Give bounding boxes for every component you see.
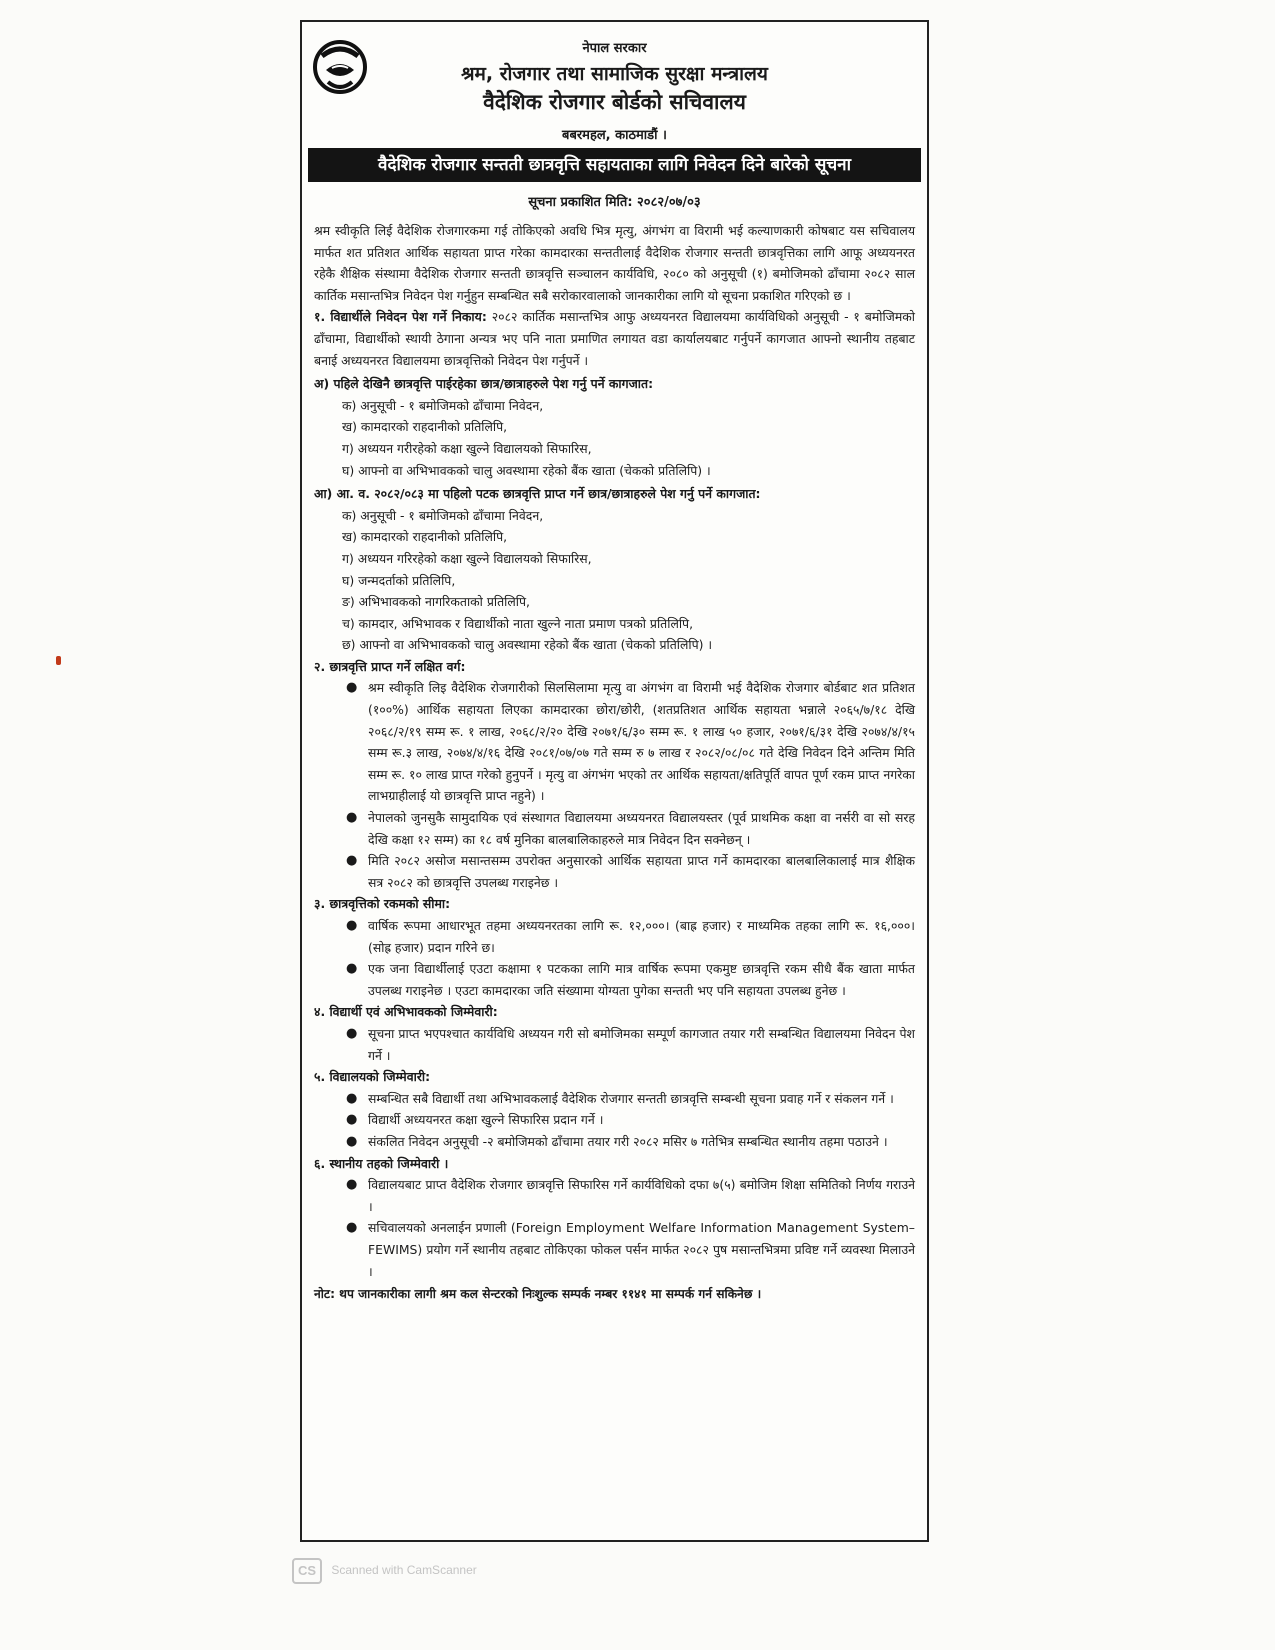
bullet-item: ● श्रम स्वीकृति लिइ वैदेशिक रोजगारीको सिलसिलामा मृत्यु वा अंगभंग वा विरामी भई वैदेशिक रोजगार बोर्डबाट शत प्रतिशत (१००%) आर्थिक सहायता लिएका कामदारका छोरा/छोरी, (शतप्रतिशत आर्थिक सहायता भन्नाले २०६५/७/१८ देखि २०६८/२/१९ सम्म रू. १ लाख, २०६८/२/२० देखि २०७१/६/३० सम्म रू. १ लाख ५० हजार, २०७१/६/३१ देखि २०७४/४/१५ सम्म रू.३ लाख, २०७४/४/१६ देखि २०८१/०७/०७ गते सम्म रु ७ लाख र २०८२/०८/०८ गते देखि निवेदन दिने अन्तिम मिति सम्म रू. १० लाख प्राप्त गरेको हुनुपर्ने । मृत्यु वा अंगभंग भएको तर आर्थिक सहायता/क्षतिपूर्ति वापत पूर्ण रकम प्राप्त नगरेका लाभग्राहीलाई यो छात्रवृत्ति प्राप्त नहुने) । xyxy=(368,677,915,807)
section-1-heading: १. विद्यार्थीले निवेदन पेश गर्ने निकाय: xyxy=(314,309,487,325)
scan-mark xyxy=(56,656,61,665)
bullet-item: ● वार्षिक रूपमा आधारभूत तहमा अध्ययनरतका लागि रू. १२,०००। (बाह्र हजार) र माध्यमिक तहका लागि रू. १६,०००। (सोह्र हजार) प्रदान गरिने छ। xyxy=(368,915,915,958)
section-3-heading: ३. छात्रवृत्तिको रकमको सीमा: xyxy=(314,896,451,912)
intro-paragraph: श्रम स्वीकृति लिई वैदेशिक रोजगारकमा गई तोकिएको अवधि भित्र मृत्यु, अंगभंग वा विरामी भई कल्याणकारी कोषबाट यस सचिवालय मार्फत शत प्रतिशत आर्थिक सहायता प्राप्त गरेका कामदारका सन्ततीलाई वैदेशिक रोजगार सन्तती छात्रवृत्तिका लागि आफू अध्ययनरत रहेकै शैक्षिक संस्थामा वैदेशिक रोजगार सन्तती छात्रवृत्ति सञ्चालन कार्यविधि, २०८० को अनुसूची (१) बमोजिमको ढाँचामा २०८२ साल कार्तिक मसान्तभित्र निवेदन पेश गर्नुहुन सम्बन्धित सबै सरोकारवालाको जानकारीका लागि यो सूचना प्रकाशित गरिएको छ । xyxy=(314,223,915,303)
section-4-heading: ४. विद्यार्थी एवं अभिभावकको जिम्मेवारी: xyxy=(314,1004,498,1020)
section-5-heading: ५. विद्यालयको जिम्मेवारी: xyxy=(314,1069,431,1085)
bullet-item: ● विद्यार्थी अध्ययनरत कक्षा खुल्ने सिफारिस प्रदान गर्ने । xyxy=(368,1109,915,1131)
section-3-list xyxy=(314,915,915,1001)
section-1 xyxy=(314,306,915,371)
section-2-heading: २. छात्रवृत्ति प्राप्त गर्ने लक्षित वर्ग: xyxy=(314,658,466,674)
bullet-item: ● संकलित निवेदन अनुसूची -२ बमोजिमको ढाँचामा तयार गरी २०८२ मसिर ७ गतेभित्र सम्बन्धित स्थानीय तहमा पठाउने । xyxy=(368,1131,915,1153)
office-address: बबरमहल, काठमाडौं । xyxy=(562,128,667,143)
ministry-name: श्रम, रोजगार तथा सामाजिक सुरक्षा मन्त्रालय xyxy=(461,63,768,85)
notice-document xyxy=(300,20,929,1542)
section-1-sub-a xyxy=(314,373,915,481)
footer-note: नोट: थप जानकारीका लागी श्रम कल सेन्टरको निःशुल्क सम्पर्क नम्बर ११४१ मा सम्पर्क गर्न सकिनेछ । xyxy=(314,1287,762,1302)
list-item: घ) जन्मदर्ताको प्रतिलिपि, xyxy=(342,572,456,588)
list-item: ङ) अभिभावकको नागरिकताको प्रतिलिपि, xyxy=(342,594,530,610)
bullet-item: ● सूचना प्राप्त भएपश्चात कार्यविधि अध्ययन गरी सो बमोजिमका सम्पूर्ण कागजात तयार गरी सम्बन्धित विद्यालयमा निवेदन पेश गर्ने । xyxy=(368,1023,915,1066)
list-item: ख) कामदारको राहदानीको प्रतिलिपि, xyxy=(342,529,508,545)
list-item: ख) कामदारको राहदानीको प्रतिलिपि, xyxy=(342,419,508,435)
office-name: वैदेशिक रोजगार बोर्डको सचिवालय xyxy=(483,90,746,114)
published-date: सूचना प्रकाशित मिति: २०८२/०७/०३ xyxy=(528,195,701,210)
section-6-list xyxy=(314,1174,915,1282)
list-item: च) कामदार, अभिभावक र विद्यार्थीको नाता खुल्ने नाता प्रमाण पत्रको प्रतिलिपि, xyxy=(342,615,694,631)
section-2-list xyxy=(314,677,915,893)
section-5-list xyxy=(314,1088,915,1153)
list-item: क) अनुसूची - १ बमोजिमको ढाँचामा निवेदन, xyxy=(342,507,544,523)
list-item: क) अनुसूची - १ बमोजिमको ढाँचामा निवेदन, xyxy=(342,397,544,413)
camscanner-logo-icon: CS xyxy=(292,1558,322,1584)
bullet-item: ● सचिवालयको अनलाईन प्रणाली (Foreign Employment Welfare Information Management System–FEWIMS) प्रयोग गर्ने स्थानीय तहबाट तोकिएका फोकल पर्सन मार्फत २०८२ पुष मसान्तभित्रमा प्रविष्ट गर्ने व्यवस्था मिलाउने । xyxy=(368,1217,915,1282)
section-4-list xyxy=(314,1023,915,1066)
government-name: नेपाल सरकार xyxy=(582,41,647,56)
bullet-item: ● विद्यालयबाट प्राप्त वैदेशिक रोजगार छात्रवृत्ति सिफारिस गर्ने कार्यविधिको दफा ७(५) बमोजिम शिक्षा समितिको निर्णय गराउने । xyxy=(368,1174,915,1217)
watermark-text: Scanned with CamScanner xyxy=(331,1563,477,1578)
sub-a-title: अ) पहिले देखिनै छात्रवृत्ति पाईरहेका छात्र/छात्राहरुले पेश गर्नु पर्ने कागजात: xyxy=(314,376,654,392)
list-item: ग) अध्ययन गरिरहेको कक्षा खुल्ने विद्यालयको सिफारिस, xyxy=(342,550,592,566)
notice-title: वैदेशिक रोजगार सन्तती छात्रवृत्ति सहायताका लागि निवेदन दिने बारेको सूचना xyxy=(308,148,921,182)
notice-body xyxy=(314,220,915,1306)
bullet-item: ● एक जना विद्यार्थीलाई एउटा कक्षामा १ पटकका लागि मात्र वार्षिक रूपमा एकमुष्ट छात्रवृत्ति रकम सीधै बैंक खाता मार्फत उपलब्ध गराइनेछ । एउटा कामदारका जति संख्यामा योग्यता पुगेका सन्तती भए पनि सहायता उपलब्ध हुनेछ । xyxy=(368,958,915,1001)
section-1-text: २०८२ कार्तिक मसान्तभित्र आफु अध्ययनरत विद्यालयमा कार्यविधिको अनुसूची - १ बमोजिमको ढाँचामा, विद्यार्थीको स्थायी ठेगाना अन्यत्र भए पनि नाता प्रमाणित लगायत वडा कार्यालयबाट गर्नुपर्ने कागजात आफ्नो स्थानीय तहबाट बनाई अध्ययनरत विद्यालयमा छात्रवृत्तिको निवेदन पेश गर्नुपर्ने । xyxy=(314,309,915,368)
section-6-heading: ६. स्थानीय तहको जिम्मेवारी । xyxy=(314,1155,449,1171)
list-item: घ) आफ्नो वा अभिभावकको चालु अवस्थामा रहेको बैंक खाता (चेकको प्रतिलिपि) । xyxy=(342,462,711,478)
bullet-item: ● नेपालको जुनसुकै सामुदायिक एवं संस्थागत विद्यालयमा अध्ययनरत विद्यालयस्तर (पूर्व प्राथमिक कक्षा वा नर्सरी वा सो सरह देखि कक्षा १२ सम्म) का १८ वर्ष मुनिका बालबालिकाहरुले मात्र निवेदन दिन सक्नेछन् । xyxy=(368,807,915,850)
list-item: छ) आफ्नो वा अभिभावकको चालु अवस्थामा रहेको बैंक खाता (चेकको प्रतिलिपि) । xyxy=(342,637,713,653)
sub-b-title: आ) आ. व. २०८२/०८३ मा पहिलो पटक छात्रवृत्ति प्राप्त गर्ने छात्र/छात्राहरुले पेश गर्नु पर्ने कागजात: xyxy=(314,486,761,502)
section-1-sub-b xyxy=(314,483,915,656)
bullet-item: ● सम्बन्धित सबै विद्यार्थी तथा अभिभावकलाई वैदेशिक रोजगार सन्तती छात्रवृत्ति सम्बन्धी सूचना प्रवाह गर्ने र संकलन गर्ने । xyxy=(368,1088,915,1110)
list-item: ग) अध्ययन गरीरहेको कक्षा खुल्ने विद्यालयको सिफारिस, xyxy=(342,440,592,456)
bullet-item: ● मिति २०८२ असोज मसान्तसम्म उपरोक्त अनुसारको आर्थिक सहायता प्राप्त गर्ने कामदारका बालबालिकालाई मात्र शैक्षिक सत्र २०८२ को छात्रवृत्ति उपलब्ध गराइनेछ । xyxy=(368,850,915,893)
scanner-watermark xyxy=(292,1558,477,1584)
